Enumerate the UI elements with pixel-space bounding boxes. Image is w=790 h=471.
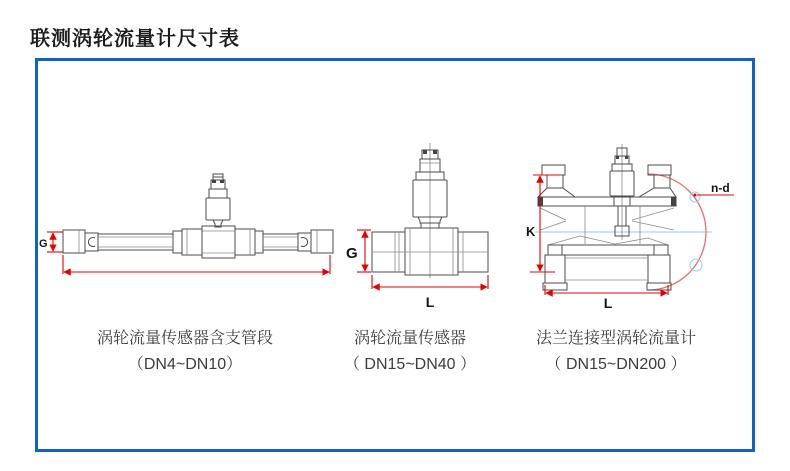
caption-range: （DN4~DN10） — [127, 356, 243, 373]
dimension-l-label: L — [603, 295, 613, 311]
caption-range: （ DN15~DN200 ） — [545, 356, 687, 373]
right-end-fitting — [298, 230, 333, 253]
dimension-l-label: L — [425, 294, 435, 310]
dimension-length — [63, 255, 330, 274]
caption-range: （ DN15~DN40 ） — [343, 356, 477, 373]
dimension-g-label: G — [39, 238, 48, 250]
figure-sensor-drawing — [340, 140, 500, 315]
dimension-g-label: G — [346, 245, 358, 262]
meter-body — [98, 226, 298, 258]
figure-flanged-meter-drawing — [520, 140, 748, 315]
dimension-g — [346, 230, 371, 272]
sensor-head — [610, 144, 634, 240]
dimension-l — [372, 275, 488, 310]
page-title: 联测涡轮流量计尺寸表 — [30, 28, 240, 50]
caption-title: 法兰连接型涡轮流量计 — [535, 330, 696, 347]
bolt-holes-label: n-d — [711, 181, 730, 195]
dimension-k-label: K — [526, 224, 536, 239]
caption-sensor-with-branch — [55, 326, 315, 377]
dimension-l — [545, 285, 668, 311]
caption-title: 涡轮流量传感器含支管段 — [96, 330, 273, 347]
caption-sensor — [330, 326, 490, 377]
dimension-k — [526, 175, 560, 272]
caption-title: 涡轮流量传感器 — [353, 330, 466, 347]
left-end-fitting — [63, 230, 98, 253]
figure-sensor-with-branch-drawing — [38, 170, 338, 282]
meter-body — [538, 165, 676, 290]
caption-flanged-meter — [528, 326, 704, 377]
dimension-g — [39, 232, 63, 252]
sensor-head — [206, 174, 230, 227]
